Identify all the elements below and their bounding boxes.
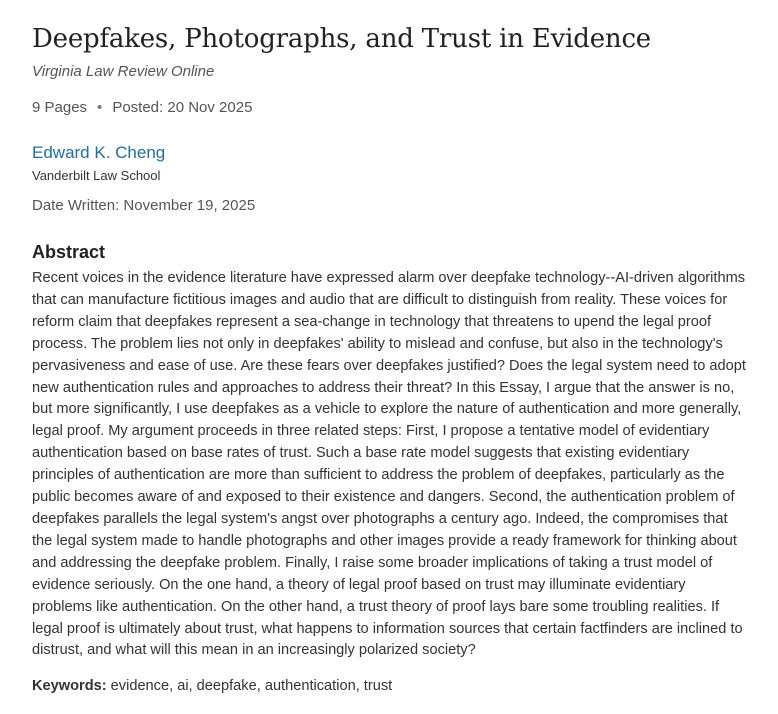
date-written: Date Written: November 19, 2025 (32, 197, 256, 214)
keywords-list: evidence, ai, deepfake, authentication, trust (110, 678, 393, 695)
journal-name: Virginia Law Review Online (32, 63, 215, 80)
posted-date: Posted: 20 Nov 2025 (112, 99, 253, 116)
abstract-heading: Abstract (32, 242, 106, 262)
page-count: 9 Pages (32, 99, 88, 116)
keywords-label: Keywords: (32, 678, 107, 695)
keywords (32, 676, 746, 696)
author-affiliation: Vanderbilt Law School (32, 168, 161, 183)
author-link[interactable]: Edward K. Cheng (32, 143, 166, 162)
meta-separator: • (97, 99, 103, 116)
paper-title: Deepfakes, Photographs, and Trust in Evidence (32, 24, 651, 54)
paper-meta (32, 98, 746, 118)
abstract-text: Recent voices in the evidence literature have expressed alarm over deepfake technology--AI-driven algorithms that can manufacture fictitious images and audio that are difficult to distinguish from reality. These voices for reform claim that deepfakes represent a sea-change in technology that threatens to upend the legal proof process. The problem lies not only in deepfakes' ability to mislead and confuse, but also in the technology's pervasiveness and ease of use. Are these fears over deepfakes justified? Does the legal system need to adopt new authentication rules and approaches to address their threat? In this Essay, I argue that the answer is no, but more significantly, I use deepfakes as a vehicle to explore the nature of authentication and more generally, legal proof. My argument proceeds in three related steps: First, I propose a tentative model of evidentiary authentication based on base rates of trust. Such a base rate model suggests that existing evidentiary principles of authentication are more than sufficient to address the problem of deepfakes, particularly as the public becomes aware of and exposed to their existence and dangers. Second, the authentication problem of deepfakes parallels the legal system's angst over photographs a century ago. Indeed, the compromises that the legal system made to handle photographs and other images provide a ready framework for thinking about and addressing the deepfake problem. Finally, I raise some broader implications of taking a trust model of evidence seriously. On the one hand, a theory of legal proof based on trust may illuminate evidentiary problems like authentication. On the other hand, a trust theory of proof lays bare some troubling realities. If legal proof is ultimately about trust, what happens to information sources that certain factfinders are inclined to distrust, and what will this mean in an increasingly polarized society? (32, 270, 746, 659)
